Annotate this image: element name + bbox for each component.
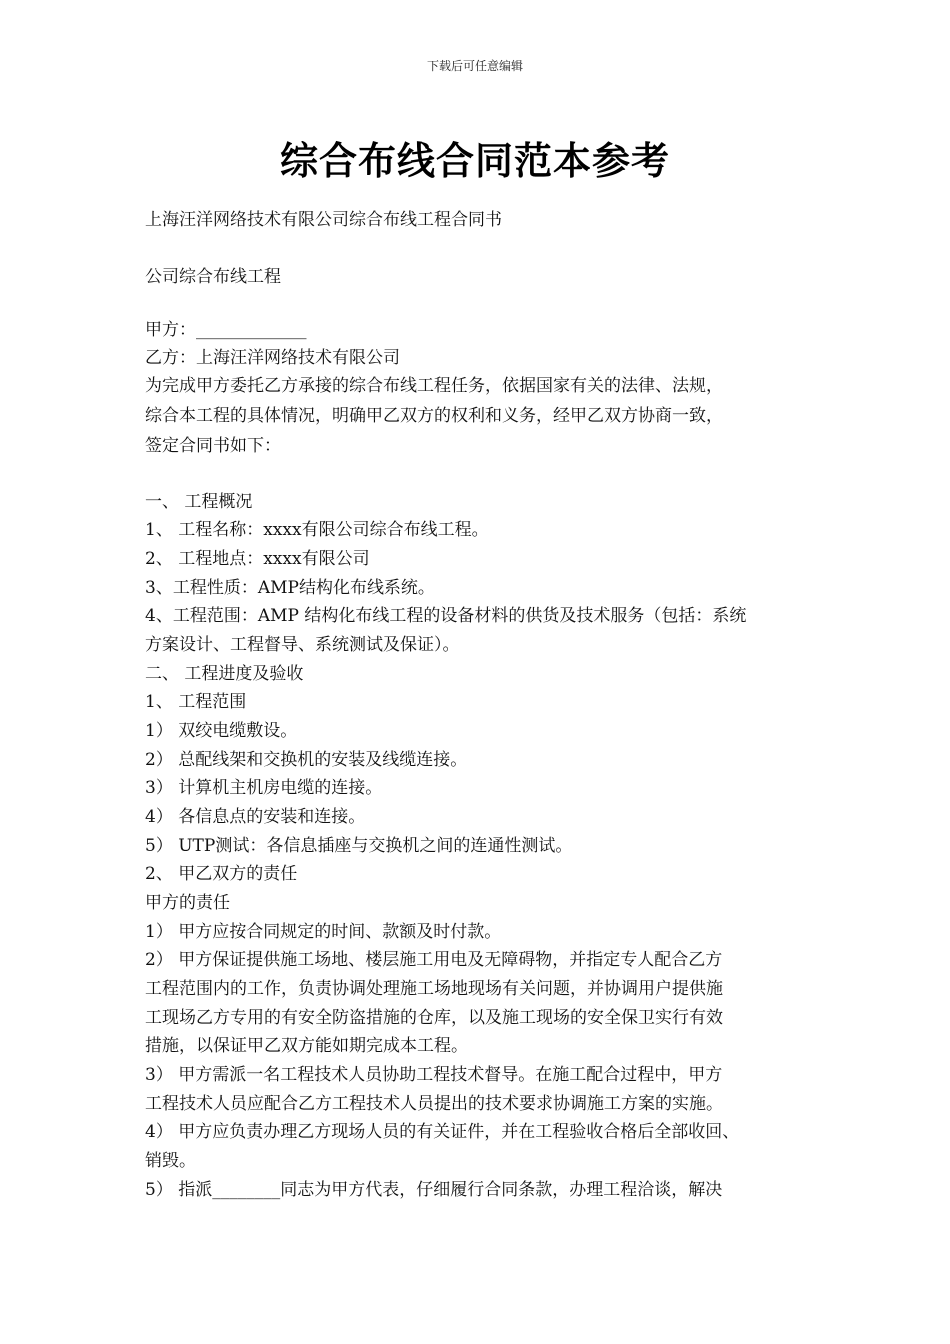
- list-item: 2、 工程地点：xxxx有限公司: [145, 549, 370, 569]
- list-item: 3） 甲方需派一名工程技术人员协助工程技术督导。在施工配合过程中，甲方: [145, 1065, 723, 1085]
- list-item: 1、 工程范围: [145, 692, 247, 712]
- paragraph-line: 公司综合布线工程: [145, 267, 281, 287]
- list-item: 3） 计算机主机房电缆的连接。: [145, 778, 383, 798]
- list-item-continuation: 工程范围内的工作，负责协调处理施工场地现场有关问题，并协调用户提供施: [145, 979, 723, 999]
- list-item: 4） 各信息点的安装和连接。: [145, 807, 366, 827]
- list-item: 4） 甲方应负责办理乙方现场人员的有关证件，并在工程验收合格后全部收回、: [145, 1122, 740, 1142]
- list-item: 2、 甲乙双方的责任: [145, 864, 298, 884]
- document-title: 综合布线合同范本参考: [279, 139, 670, 183]
- list-item: 1、 工程名称：xxxx有限公司综合布线工程。: [145, 520, 489, 540]
- list-item: 2） 总配线架和交换机的安装及线缆连接。: [145, 750, 468, 770]
- party-a-line: 甲方：_____________: [145, 320, 307, 340]
- section-heading: 二、 工程进度及验收: [145, 664, 304, 684]
- list-item: 1） 双绞电缆敷设。: [145, 721, 298, 741]
- list-item-continuation: 方案设计、工程督导、系统测试及保证）。: [145, 635, 460, 655]
- list-item: 4、工程范围：AMP 结构化布线工程的设备材料的供货及技术服务（包括：系统: [145, 606, 747, 626]
- party-b-line: 乙方：上海汪洋网络技术有限公司: [145, 348, 400, 368]
- subheading: 甲方的责任: [145, 893, 230, 913]
- list-item: 1） 甲方应按合同规定的时间、款额及时付款。: [145, 922, 502, 942]
- header-note: 下载后可任意编辑: [426, 59, 523, 73]
- section-heading: 一、 工程概况: [145, 492, 253, 512]
- paragraph-line: 上海汪洋网络技术有限公司综合布线工程合同书: [145, 210, 502, 230]
- list-item: 5） UTP测试：各信息插座与交换机之间的连通性测试。: [145, 836, 573, 856]
- list-item: 3、工程性质：AMP结构化布线系统。: [145, 578, 435, 598]
- paragraph-line: 为完成甲方委托乙方承接的综合布线工程任务，依据国家有关的法律、法规，: [145, 376, 723, 396]
- list-item-continuation: 工程技术人员应配合乙方工程技术人员提出的技术要求协调施工方案的实施。: [145, 1094, 723, 1114]
- list-item-continuation: 措施，以保证甲乙双方能如期完成本工程。: [145, 1036, 468, 1056]
- paragraph-line: 综合本工程的具体情况，明确甲乙双方的权利和义务，经甲乙双方协商一致，: [145, 406, 723, 426]
- list-item: 5） 指派________同志为甲方代表，仔细履行合同条款，办理工程洽谈，解决: [145, 1180, 723, 1200]
- paragraph-line: 签定合同书如下：: [145, 436, 281, 456]
- list-item-continuation: 销毁。: [145, 1151, 196, 1171]
- list-item: 2） 甲方保证提供施工场地、楼层施工用电及无障碍物，并指定专人配合乙方: [145, 950, 723, 970]
- list-item-continuation: 工现场乙方专用的有安全防盗措施的仓库，以及施工现场的安全保卫实行有效: [145, 1008, 723, 1028]
